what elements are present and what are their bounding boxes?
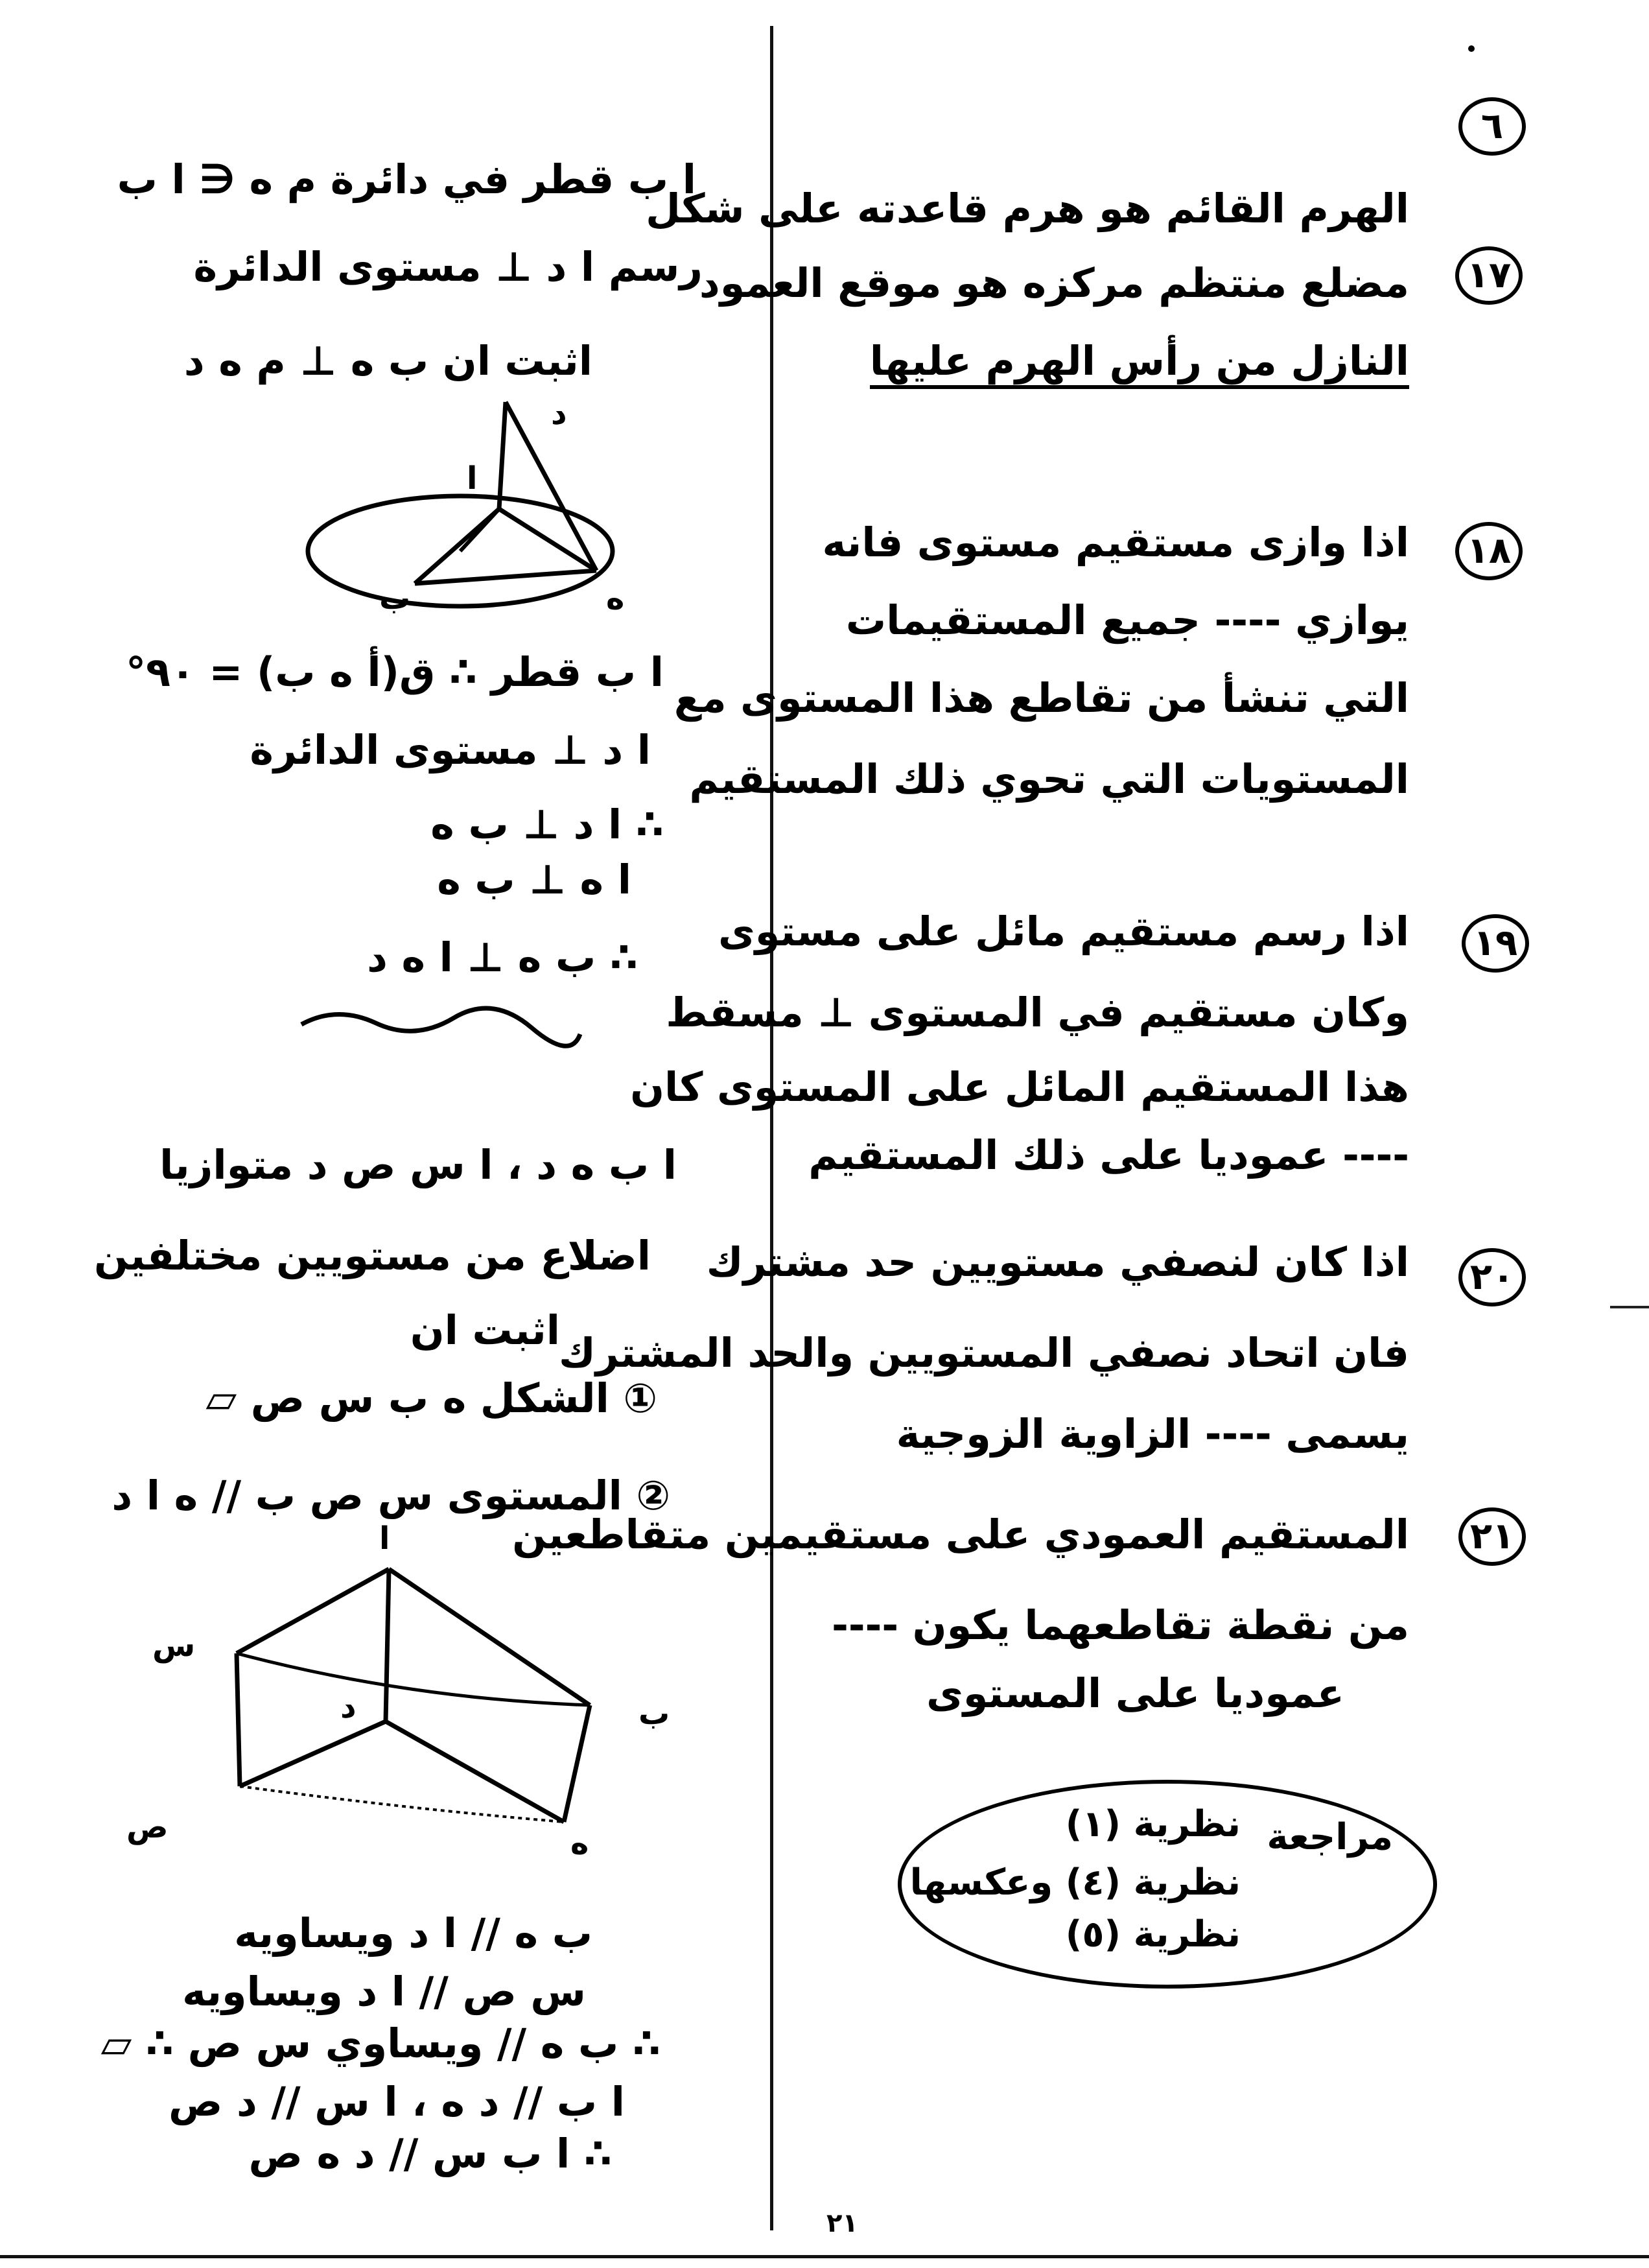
problem-1-proof-2: ا د ⊥ مستوى الدائرة [250,726,651,774]
figure-2-label-h: ه [570,1825,589,1861]
item-19-line-2: وكان مستقيم في المستوى ⊥ مسقط [666,989,1409,1036]
item-18-number: ١٨ [1455,522,1523,580]
page-number: ٢١ [826,2208,858,2238]
problem-2-line-4: ① الشكل ه ب س ص ▱ [205,1375,657,1422]
item-21-number: ٢١ [1458,1507,1526,1566]
item-19-line-4: ---- عموديا على ذلك المستقيم [808,1131,1409,1179]
review-note-line-2: نظرية (٤) وعكسها [909,1861,1241,1904]
item-20-line-2: فان اتحاد نصفي المستويين والحد المشترك [559,1329,1409,1376]
item-19-line-3: هذا المستقيم المائل على المستوى كان [630,1063,1409,1111]
bottom-rule [0,2255,1649,2258]
figure-1-label-a: ا [467,460,478,497]
item-17-line-2: مضلع منتظم مركزه هو موقع العمود [699,259,1409,307]
problem-1-line-3: اثبت ان ب ه ⊥ م ه د [183,337,592,384]
item-20-line-3: يسمى ---- الزاوية الزوجية [896,1410,1409,1458]
problem-2-proof-4: ا ب // د ه ، ا س // د ص [169,2078,625,2125]
item-18-line-2: يوازي ---- جميع المستقيمات [845,597,1409,644]
item-18-line-1: اذا وازى مستقيم مستوى فانه [822,519,1409,566]
problem-2-line-1: ا ب ه د ، ا س ص د متوازيا [159,1141,677,1188]
problem-1-proof-4: ا ه ⊥ ب ه [437,856,631,903]
problem-1-proof-3: ∴ ا د ⊥ ب ه [430,801,664,848]
item-17-line-1: الهرم القائم هو هرم قاعدته على شكل [646,185,1409,232]
review-note-heading: مراجعة [1267,1816,1393,1858]
problem-1-proof-5: ∴ ب ه ⊥ ا ه د [367,934,638,981]
problem-2-proof-2: س ص // ا د ويساويه [182,1968,586,2015]
review-note-line-1: نظرية (١) [1065,1803,1241,1845]
item-17-line-3: النازل من رأس الهرم عليها [870,337,1409,389]
figure-2-label-a: ا [379,1520,390,1557]
figure-1-label-b: ب [379,580,411,617]
item-18-line-3: التي تنشأ من تقاطع هذا المستوى مع [673,674,1409,722]
item-20-line-1: اذا كان لنصفي مستويين حد مشترك [706,1238,1409,1286]
problem-2-line-5: ② المستوى س ص ب // ه ا د [111,1472,670,1519]
review-note-line-3: نظرية (٥) [1065,1913,1241,1955]
proof-end-squiggle [298,998,583,1050]
corner-number: ٦ [1458,97,1526,156]
problem-2-proof-3: ∴ ب ه // ويساوي س ص ∴ ▱ [100,2020,661,2067]
figure-2-label-sad: ص [126,1809,169,1845]
margin-mark [1610,1306,1649,1308]
figure-2-label-d: د [340,1689,357,1725]
item-17-number: ١٧ [1455,246,1523,305]
item-19-number: ١٩ [1462,914,1529,973]
item-20-number: ٢٠ [1458,1248,1526,1306]
figure-1-label-d: د [551,396,567,432]
problem-1-line-1: ا ب قطر في دائرة م ه ∈ ا ب [117,156,696,203]
figure-1-label-h: ه [606,580,625,617]
prism-figure [214,1556,616,1835]
problem-2-line-2: اضلاع من مستويين مختلفين [94,1232,651,1279]
problem-2-proof-5: ∴ ا ب س // د ه ص [248,2130,612,2177]
item-21-line-2: من نقطة تقاطعهما يكون ---- [832,1601,1409,1649]
item-21-line-1: المستقيم العمودي على مستقيمين متقاطعين [512,1511,1409,1558]
item-18-line-4: المستويات التي تحوي ذلك المستقيم [689,755,1409,803]
item-21-line-3: عموديا على المستوى [926,1670,1344,1717]
column-divider [770,26,773,2230]
problem-2-line-3: اثبت ان [410,1306,560,1354]
figure-2-label-b: ب [638,1695,670,1732]
problem-1-line-2: رسم ا د ⊥ مستوى الدائرة [193,243,703,290]
ink-dot [1468,45,1475,52]
item-19-line-1: اذا رسم مستقيم مائل على مستوى [718,908,1409,955]
problem-1-proof-1: ا ب قطر ∴ ق(أ ه ب) = ٩٠° [126,648,664,696]
problem-2-proof-1: ب ه // ا د ويساويه [234,1909,592,1957]
figure-2-label-s: س [152,1627,196,1664]
